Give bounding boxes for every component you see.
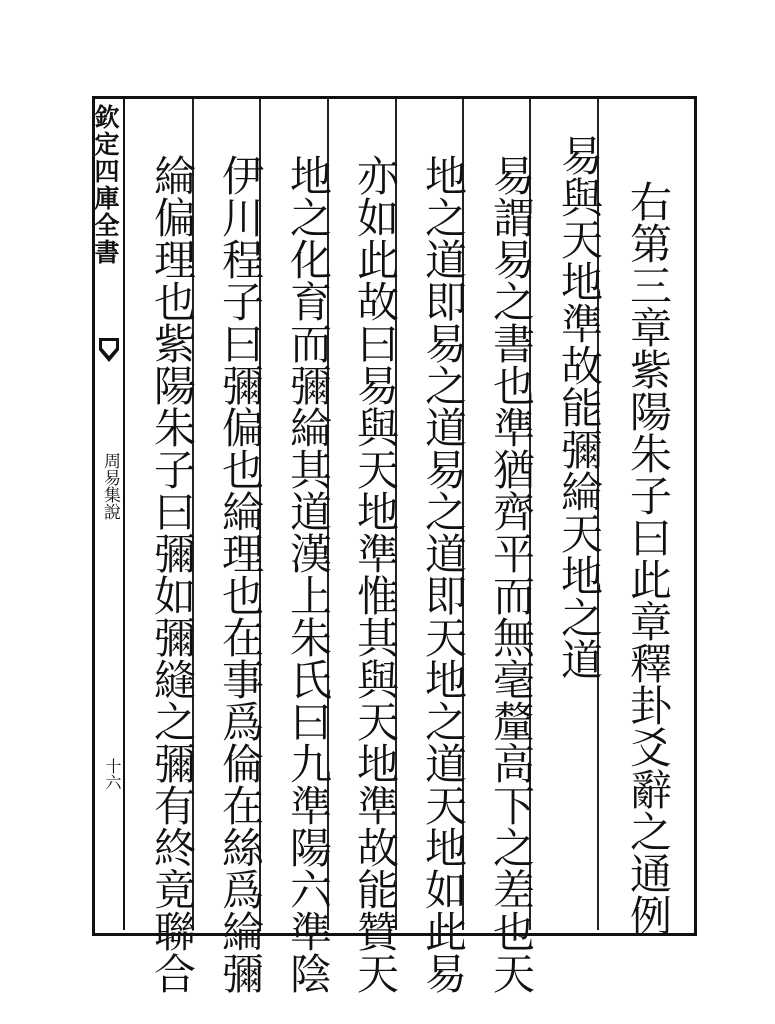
text-column-5: 亦如此故曰易與天地準惟其與天地準故能贊天 xyxy=(351,154,400,994)
fish-tail-ornament-icon xyxy=(98,336,120,366)
text-column-2: 易與天地準故能彌綸天地之道 xyxy=(555,134,604,680)
text-column-6: 地之化育而彌綸其道漢上朱氏曰九準陽六準陰 xyxy=(284,154,333,994)
text-column-7: 伊川程子曰彌偏也綸理也在事爲倫在絲爲綸彌 xyxy=(216,154,265,994)
collection-title: 欽定四庫全書 xyxy=(91,104,120,266)
text-column-4: 地之道即易之道易之道即天地之道天地如此易 xyxy=(419,154,468,994)
text-column-8: 綸偏理也紫陽朱子曰彌如彌縫之彌有終竟聯合 xyxy=(148,154,197,994)
text-column-3: 易謂易之書也準猶齊平而無毫釐高下之差也天 xyxy=(487,154,536,994)
page-number: 十六 xyxy=(103,758,122,790)
text-column-1: 右第三章紫陽朱子曰此章釋卦爻辭之通例 xyxy=(624,180,673,936)
book-title: 周易集說 xyxy=(100,452,120,520)
